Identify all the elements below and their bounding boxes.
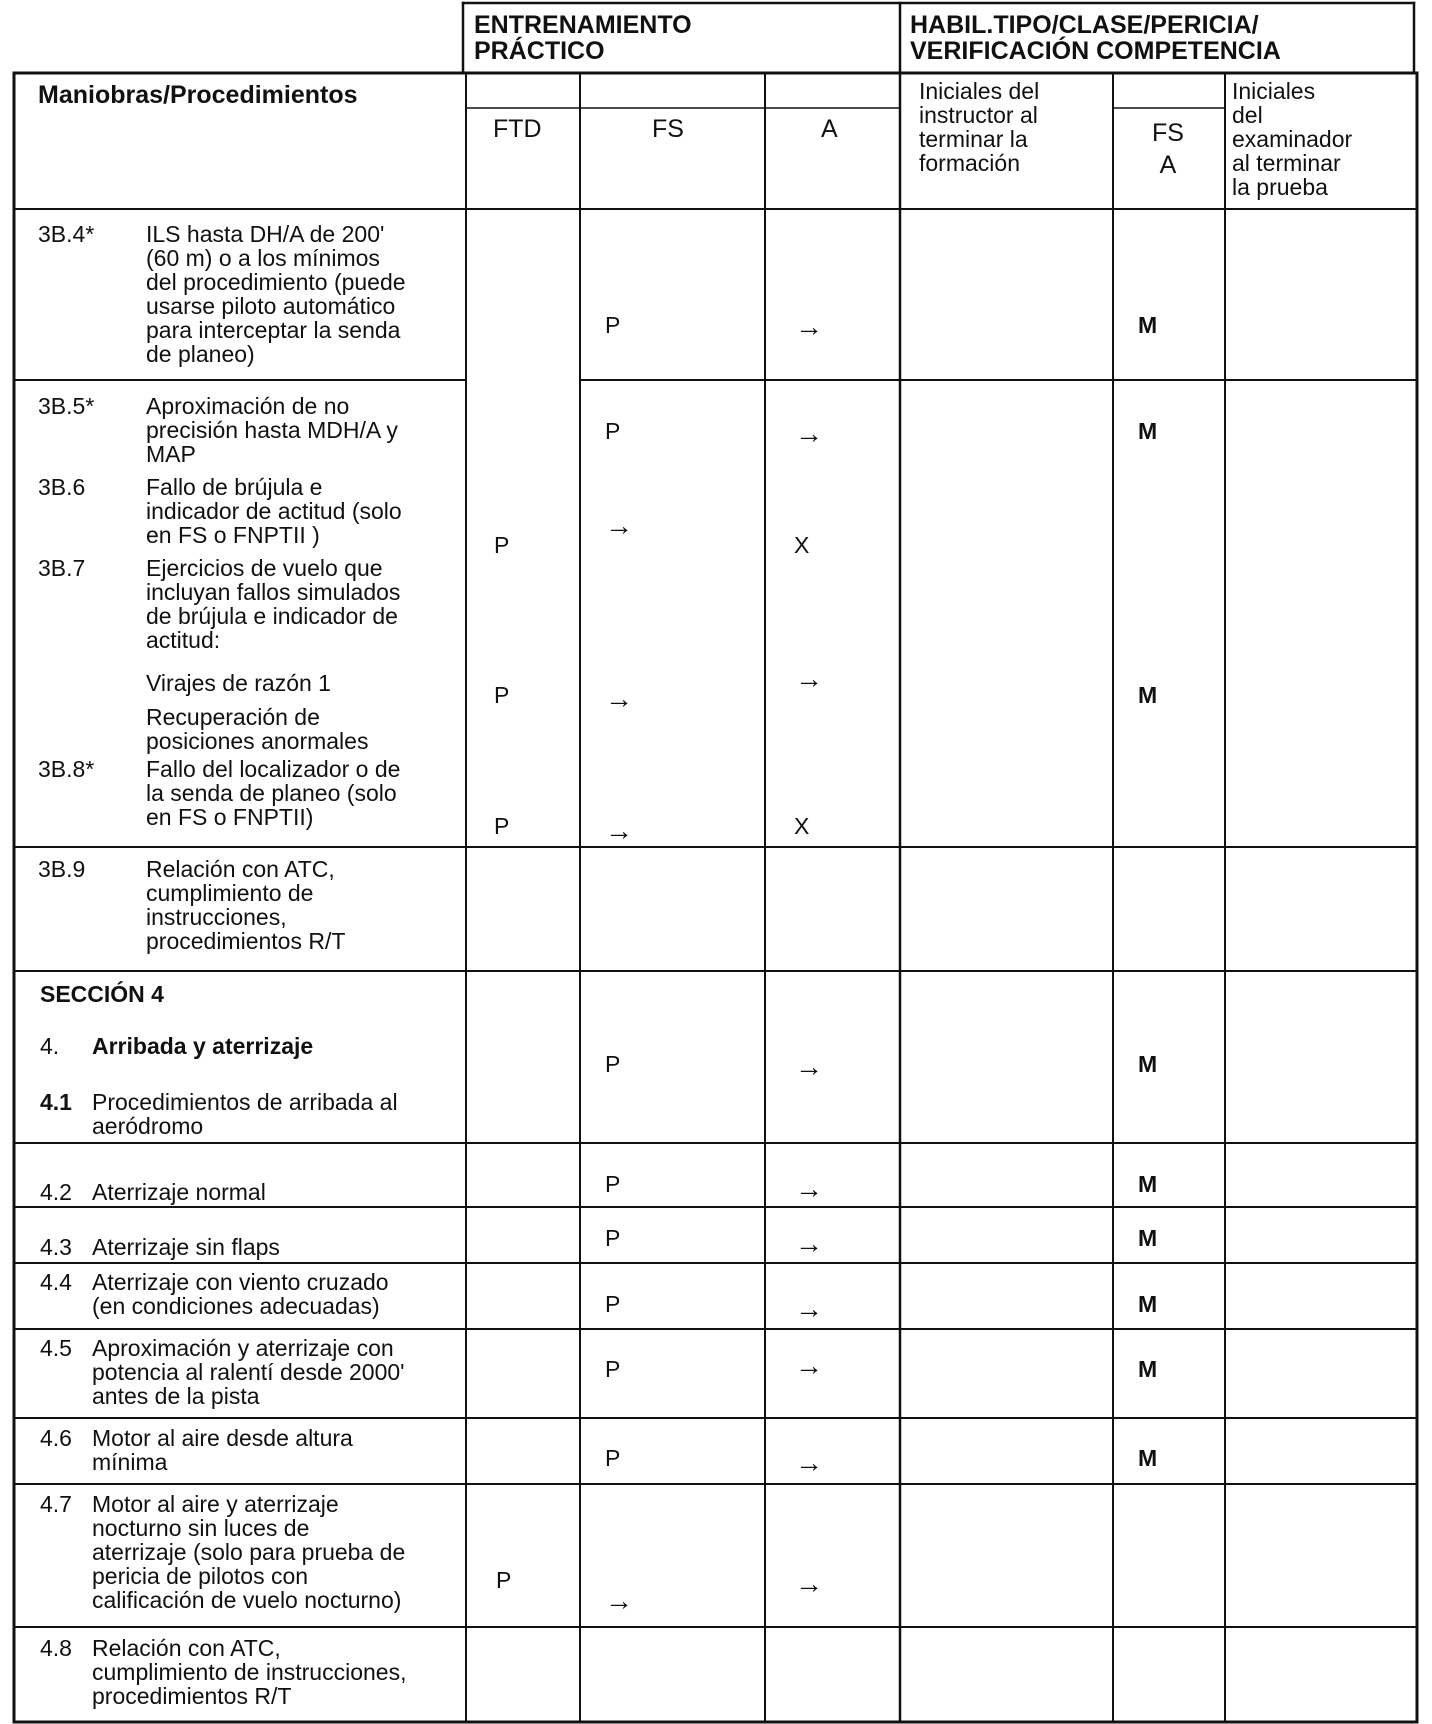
cell-fs: P [605,1051,621,1077]
row-code: 4.1 [40,1089,72,1115]
row-text: Recuperación de posiciones anormales [146,704,369,754]
row-text: Aterrizaje sin flaps [92,1234,280,1260]
cell-fsa: M [1138,1171,1158,1197]
row-code: 3B.4* [38,221,95,247]
row-text: Ejercicios de vuelo que incluyan fallos simulados de brújula e indicador de actitud: [146,555,401,653]
cell-fsa: M [1138,1225,1158,1251]
header-group-training: ENTRENAMIENTO PRÁCTICO [474,11,692,65]
row-text: Relación con ATC, cumplimiento de instrucciones, procedimientos R/T [92,1635,407,1709]
cell-a-arrow: → [795,418,823,449]
cell-fsa: M [1138,418,1158,444]
cell-ftd: P [496,1567,512,1593]
row-text: Aproximación de no precisión hasta MDH/A y MAP [146,393,398,467]
cell-fs: P [605,312,621,338]
header-col-a: A [821,115,838,143]
cell-fs: P [605,1356,621,1382]
section-title: SECCIÓN 4 [40,981,164,1007]
row-code: 3B.6 [38,474,86,500]
row-text: Aterrizaje normal [92,1179,266,1205]
cell-a-arrow: → [795,311,823,342]
header-col-instructor: Iniciales del instructor al terminar la formación [919,78,1040,176]
cell-ftd: P [494,682,510,708]
header-maneuvers: Maniobras/Procedimientos [38,81,358,109]
cell-fs: P [605,1445,621,1471]
section-number: 4. [40,1033,60,1059]
cell-a-arrow: → [795,1350,823,1381]
header-group-test: HABIL.TIPO/CLASE/PERICIA/ VERIFICACIÓN COMPETENCIA [910,11,1281,65]
row-code: 3B.9 [38,856,86,882]
cell-a-arrow: → [795,663,823,694]
row-code: 4.4 [40,1269,72,1295]
row-code: 3B.8* [38,756,95,782]
cell-fsa: M [1138,1291,1158,1317]
cell-fs: P [605,1291,621,1317]
cell-fs-arrow: → [605,815,633,846]
row-text: Virajes de razón 1 [146,670,331,696]
cell-a-arrow: → [795,1051,823,1082]
row-code: 4.3 [40,1234,72,1260]
cell-a: X [794,532,810,558]
cell-fsa: M [1138,1051,1158,1077]
cell-a-arrow: → [795,1228,823,1259]
row-code: 3B.5* [38,393,95,419]
row-code: 3B.7 [38,555,86,581]
row-text: Fallo de brújula e indicador de actitud (solo en FS o FNPTII ) [146,474,402,548]
header-col-fsa: FS A [1152,119,1184,179]
row-text: ILS hasta DH/A de 200' (60 m) o a los mínimos del procedimiento (puede usarse piloto automático para interceptar la senda de planeo) [146,221,406,367]
row-code: 4.8 [40,1635,72,1661]
header-col-ftd: FTD [493,115,542,143]
row-text: Aterrizaje con viento cruzado (en condiciones adecuadas) [92,1269,389,1319]
cell-fs-arrow: → [605,1585,633,1616]
row-text: Relación con ATC, cumplimiento de instrucciones, procedimientos R/T [146,856,346,954]
row-code: 4.5 [40,1335,72,1361]
cell-a-arrow: → [795,1568,823,1599]
section-heading: Arribada y aterrizaje [92,1033,314,1059]
cell-a-arrow: → [795,1173,823,1204]
header-col-examiner: Iniciales del examinador al terminar la prueba [1232,78,1353,200]
cell-a-arrow: → [795,1293,823,1324]
row-text: Motor al aire y aterrizaje nocturno sin luces de aterrizaje (solo para prueba de pericia de pilotos con calificación de vuelo nocturno) [92,1491,406,1613]
header-col-fs: FS [652,115,684,143]
row-code: 4.7 [40,1491,72,1517]
cell-a-arrow: → [795,1447,823,1478]
row-text: Fallo del localizador o de la senda de planeo (solo en FS o FNPTII) [146,756,401,830]
cell-fs: P [605,1225,621,1251]
cell-fs: P [605,1171,621,1197]
cell-fsa: M [1138,1356,1158,1382]
row-text: Motor al aire desde altura mínima [92,1425,353,1475]
row-text: Procedimientos de arribada al aeródromo [92,1089,398,1139]
row-code: 4.2 [40,1179,72,1205]
cell-fs-arrow: → [605,683,633,714]
row-code: 4.6 [40,1425,72,1451]
row-text: Aproximación y aterrizaje con potencia al ralentí desde 2000' antes de la pista [92,1335,405,1409]
cell-ftd: P [494,532,510,558]
cell-fsa: M [1138,1445,1158,1471]
cell-ftd: P [494,813,510,839]
cell-fsa: M [1138,682,1158,708]
cell-fs: P [605,418,621,444]
cell-a: X [794,813,810,839]
cell-fsa: M [1138,312,1158,338]
cell-fs-arrow: → [605,510,633,541]
